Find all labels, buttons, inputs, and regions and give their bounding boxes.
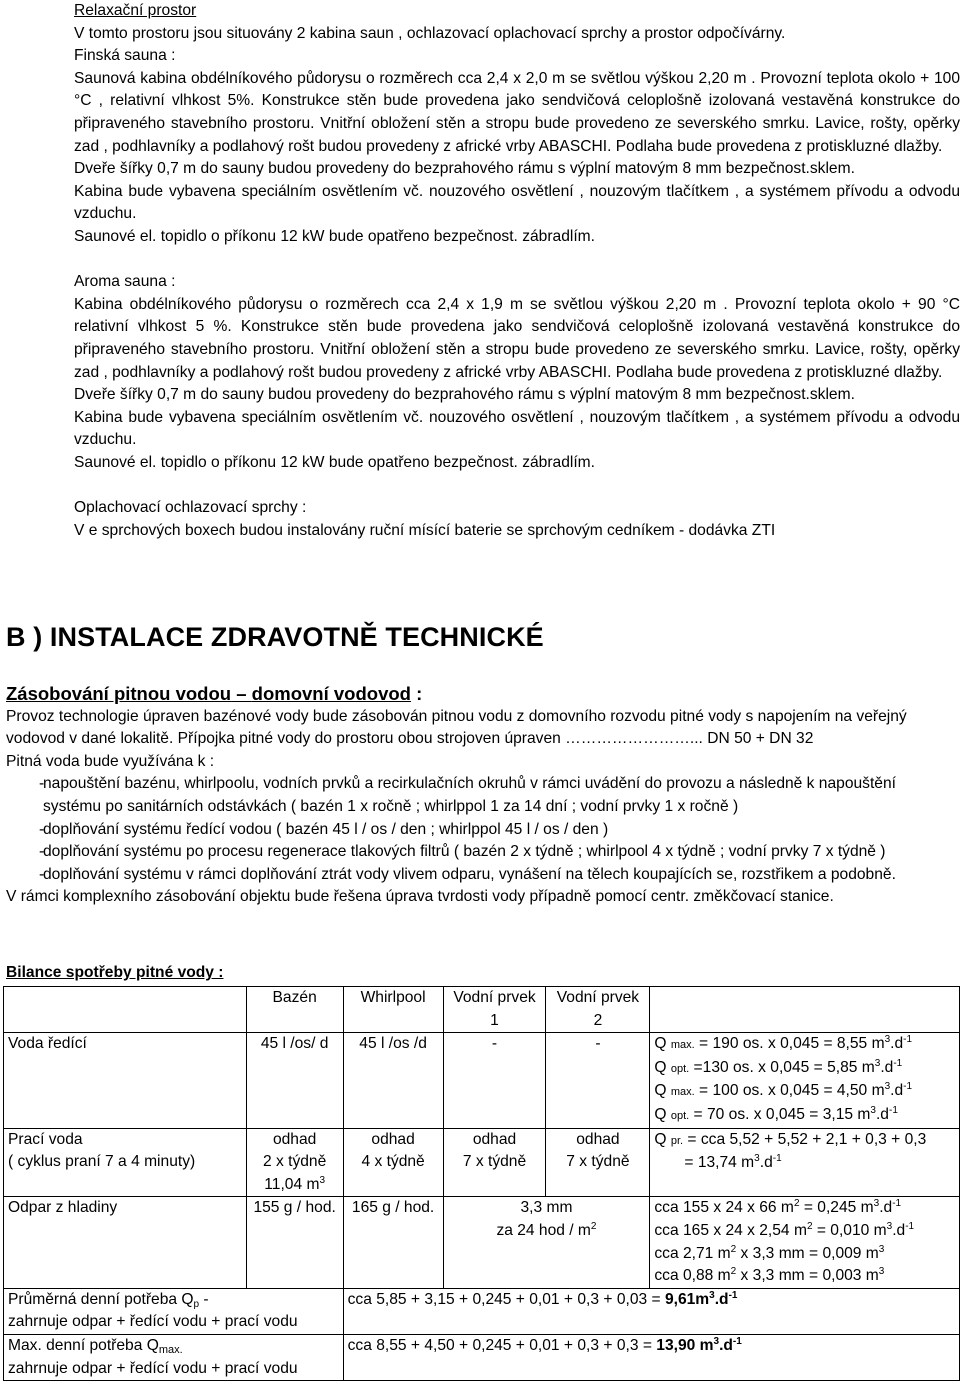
heading-dash: – bbox=[231, 683, 252, 704]
row1-calc: Q max. = 190 os. x 0,045 = 8,55 $m^3.d^{-1}$ Q opt. =130 os. x 0,045 = 5,85 $m^3.d^{-1}$ Q max. = 100 os. x 0,045 = 4,50 $m^3.d^{-1}$ Q opt. = 70 os. x 0,045 = 3,15 $m^3.d^{-1}$ bbox=[650, 1033, 960, 1128]
row-praci-voda: Prací voda ( cyklus praní 7 a 4 minuty) bbox=[4, 1128, 247, 1197]
usage-list bbox=[6, 773, 954, 886]
sprchy-p1: V e sprchových boxech budou instalovány ruční mísící baterie se sprchovým cedníkem - dodávka ZTI bbox=[74, 521, 776, 539]
relax-intro: V tomto prostoru jsou situovány 2 kabina saun , ochlazovací oplachovací sprchy a prostor odpočívárny. bbox=[74, 24, 786, 42]
row-odpar: Odpar z hladiny bbox=[4, 1197, 247, 1288]
list-item: - doplňování systému po procesu regenerace tlakových filtrů ( bazén 2 x týdně ; whirlpool 4 x týdně ; vodní prvky 7 x týdně ) bbox=[39, 843, 886, 861]
aroma-p3: Kabina bude vybavena speciálním osvětlením vč. nouzového osvětlení , nouzovým tlačítkem , a systémem přívodu a odvodu vzduchu. bbox=[74, 408, 960, 449]
row-voda-redici: Voda ředící bbox=[4, 1033, 247, 1128]
list-item: - napouštění bazénu, whirlpoolu, vodních prvků a recirkulačních okruhů v rámci uvádění do provozu a následně k napouštění systému po sanitárních odstávkách ( bazén 1 x ročně ; whirlppol 1 za 14 dní ; vodní prvky 1 x ročně ) bbox=[39, 775, 896, 815]
row2-calc: Q pr. = cca 5,52 + 5,52 + 2,1 + 0,3 + 0,3 = 13,74 $m^3.d^{-1}$ bbox=[650, 1128, 960, 1197]
aroma-title: Aroma sauna : bbox=[74, 273, 176, 291]
row-max: Max. denní potřeba $Q_{max.}$ zahrnuje odpar + ředící vodu + prací vodu bbox=[4, 1334, 344, 1380]
table-row: Prací voda ( cyklus praní 7 a 4 minuty) odhad 2 x týdně 11,04 $m^3$ odhad 4 x týdně odhad 7 x týdně odhad 7 x týdně Q pr. = cca 5,52 + 5,52 + 2,1 + 0,3 + 0,3 = 13,74 $m^3.d^{-1}$ bbox=[4, 1128, 960, 1197]
water-supply-p2: Pitná voda bude využívána k : bbox=[6, 752, 215, 770]
relax-section bbox=[74, 0, 960, 542]
aroma-p2: Dveře šířky 0,7 m do sauny budou provedeny do bezprahového rámu s výplní matovým 8 mm bezpečnost.sklem. bbox=[74, 386, 855, 404]
aroma-p4: Saunové el. topidlo o příkonu 12 kW bude opatřeno bezpečnost. zábradlím. bbox=[74, 453, 595, 471]
water-supply-p1: Provoz technologie úpraven bazénové vody bude zásobován pitnou vodu z domovního rozvodu pitné vody s napojením na veřejný vodovod v dané lokalitě. Přípojka pitné vody do prostoru obou strojoven úpraven ……………………... DN 50 + DN 32 bbox=[6, 707, 907, 748]
table-row: Max. denní potřeba $Q_{max.}$ zahrnuje odpar + ředící vodu + prací vodu cca 8,55 + 4,50 + 0,245 + 0,01 + 0,3 + 0,3 = 13,90 $m^3.d^{-1}$ bbox=[4, 1334, 960, 1380]
water-supply-section bbox=[6, 683, 954, 909]
finska-p2: Dveře šířky 0,7 m do sauny budou provedeny do bezprahového rámu s výplní matovým 8 mm bezpečnost.sklem. bbox=[74, 160, 855, 178]
bilance-table bbox=[3, 986, 960, 1381]
list-item: - doplňování systému v rámci doplňování ztrát vody vlivem odparu, vynášení na tělech koupajících se, rozstřikem a podobně. bbox=[39, 865, 896, 883]
water-supply-p3: V rámci komplexního zásobování objektu bude řešena úprava tvrdosti vody případně pomocí centr. změkčovací stanice. bbox=[6, 888, 834, 906]
table-row: Průměrná denní potřeba $Q_p$ - zahrnuje odpar + ředící vodu + prací vodu cca $5,85 + 3,15 + 0,245 + 0,01 + 0,3 + 0,03 = 9,61m^3.d^{-1}$ bbox=[4, 1288, 960, 1334]
heading-part-b: domovní vodovod bbox=[251, 683, 411, 704]
aroma-p1: Kabina obdélníkového půdorysu o rozměrech cca 2,4 x 1,9 m se světlou výškou 2,20 m . Provozní teplota okolo + 90 °C relativní vlhkost 5 %. Konstrukce stěn bude provedena jako sendvičová celoplošně izolovaná vestavěná konstrukce do připraveného stavebního prostoru. Vnitřní obložení stěn a stropu bude provedeno ze severského smrku. Lavice, rošty, opěrky zad , podhlavníky a podlahový rošt budou provedeny z africké vrby ABASCHI. Podlaha bude provedena z protiskluzné dlažby. bbox=[74, 295, 960, 381]
finska-p1: Saunová kabina obdélníkového půdorysu o rozměrech cca 2,4 x 2,0 m se světlou výškou 2,20 m . Provozní teplota okolo + 100 °C , relativní vlhkost 5%. Konstrukce stěn bude provedena jako sendvičová celoplošně izolovaná vestavěná konstrukce do připraveného stavebního prostoru. Vnitřní obložení stěn a stropu bude provedeno ze severského smrku. Lavice, rošty, opěrky zad , podhlavníky a podlahový rošt budou provedeny z africké vrby ABASCHI. Podlaha bude provedena z protiskluzné dlažby. bbox=[74, 69, 960, 155]
row3-calc: cca 155 x 24 x 66 $m^2 = 0,245$ $m^3.d^{-1}$ cca 165 x 24 x 2,54 $m^2 = 0,010$ $m^3.d^{-1}$ cca 2,71 $m^2$ x 3,3 mm = 0,009 $m^3$ cca 0,88 $m^2$ x 3,3 mm = 0,003 $m^3$ bbox=[650, 1197, 960, 1288]
bilance-title: Bilance spotřeby pitné vody : bbox=[6, 964, 224, 981]
finska-p3: Kabina bude vybavena speciálním osvětlením vč. nouzového osvětlení , nouzovým tlačítkem , a systémem přívodu a odvodu vzduchu. bbox=[74, 182, 960, 223]
heading-part-a: Zásobování pitnou vodou bbox=[6, 683, 232, 704]
water-supply-heading bbox=[6, 683, 954, 706]
finska-title: Finská sauna : bbox=[74, 47, 176, 65]
sprchy-title: Oplachovací ochlazovací sprchy : bbox=[74, 499, 307, 517]
table-row: Odpar z hladiny 155 g / hod. 165 g / hod. 3,3 mm za 24 hod / $m^2$ cca 155 x 24 x 66 $m^2 = 0,245$ $m^3.d^{-1}$ cca 165 x 24 x 2,54 $m^2 = 0,010$ $m^3.d^{-1}$ cca 2,71 $m^2$ x 3,3 mm = 0,009 $m^3$ cca 0,88 $m^2$ x 3,3 mm = 0,003 $m^3$ bbox=[4, 1197, 960, 1288]
relax-title: Relaxační prostor bbox=[74, 2, 197, 19]
table-row: Voda ředící 45 l /os/ d 45 l /os /d - - Q max. = 190 os. x 0,045 = 8,55 $m^3.d^{-1}$ Q opt. =130 os. x 0,045 = 5,85 $m^3.d^{-1}$ Q max. = 100 os. x 0,045 = 4,50 $m^3.d^{-1}$ Q opt. = 70 os. x 0,045 = 3,15 $m^3.d^{-1}$ bbox=[4, 1033, 960, 1128]
row-prumerna: Průměrná denní potřeba $Q_p$ - zahrnuje odpar + ředící vodu + prací vodu bbox=[4, 1288, 344, 1334]
finska-p4: Saunové el. topidlo o příkonu 12 kW bude opatřeno bezpečnost. zábradlím. bbox=[74, 227, 595, 245]
table-row bbox=[4, 987, 960, 1033]
col-whirlpool: Whirlpool bbox=[343, 987, 443, 1033]
col-vp1: Vodní prvek 1 bbox=[443, 987, 546, 1033]
col-vp2: Vodní prvek 2 bbox=[546, 987, 650, 1033]
list-item: - doplňování systému ředící vodou ( bazén 45 l / os / den ; whirlppol 45 l / os / den ) bbox=[39, 820, 609, 838]
heading-colon: : bbox=[410, 683, 423, 704]
section-b-heading: B ) INSTALACE ZDRAVOTNĚ TECHNICKÉ bbox=[6, 622, 544, 652]
col-bazen: Bazén bbox=[246, 987, 343, 1033]
